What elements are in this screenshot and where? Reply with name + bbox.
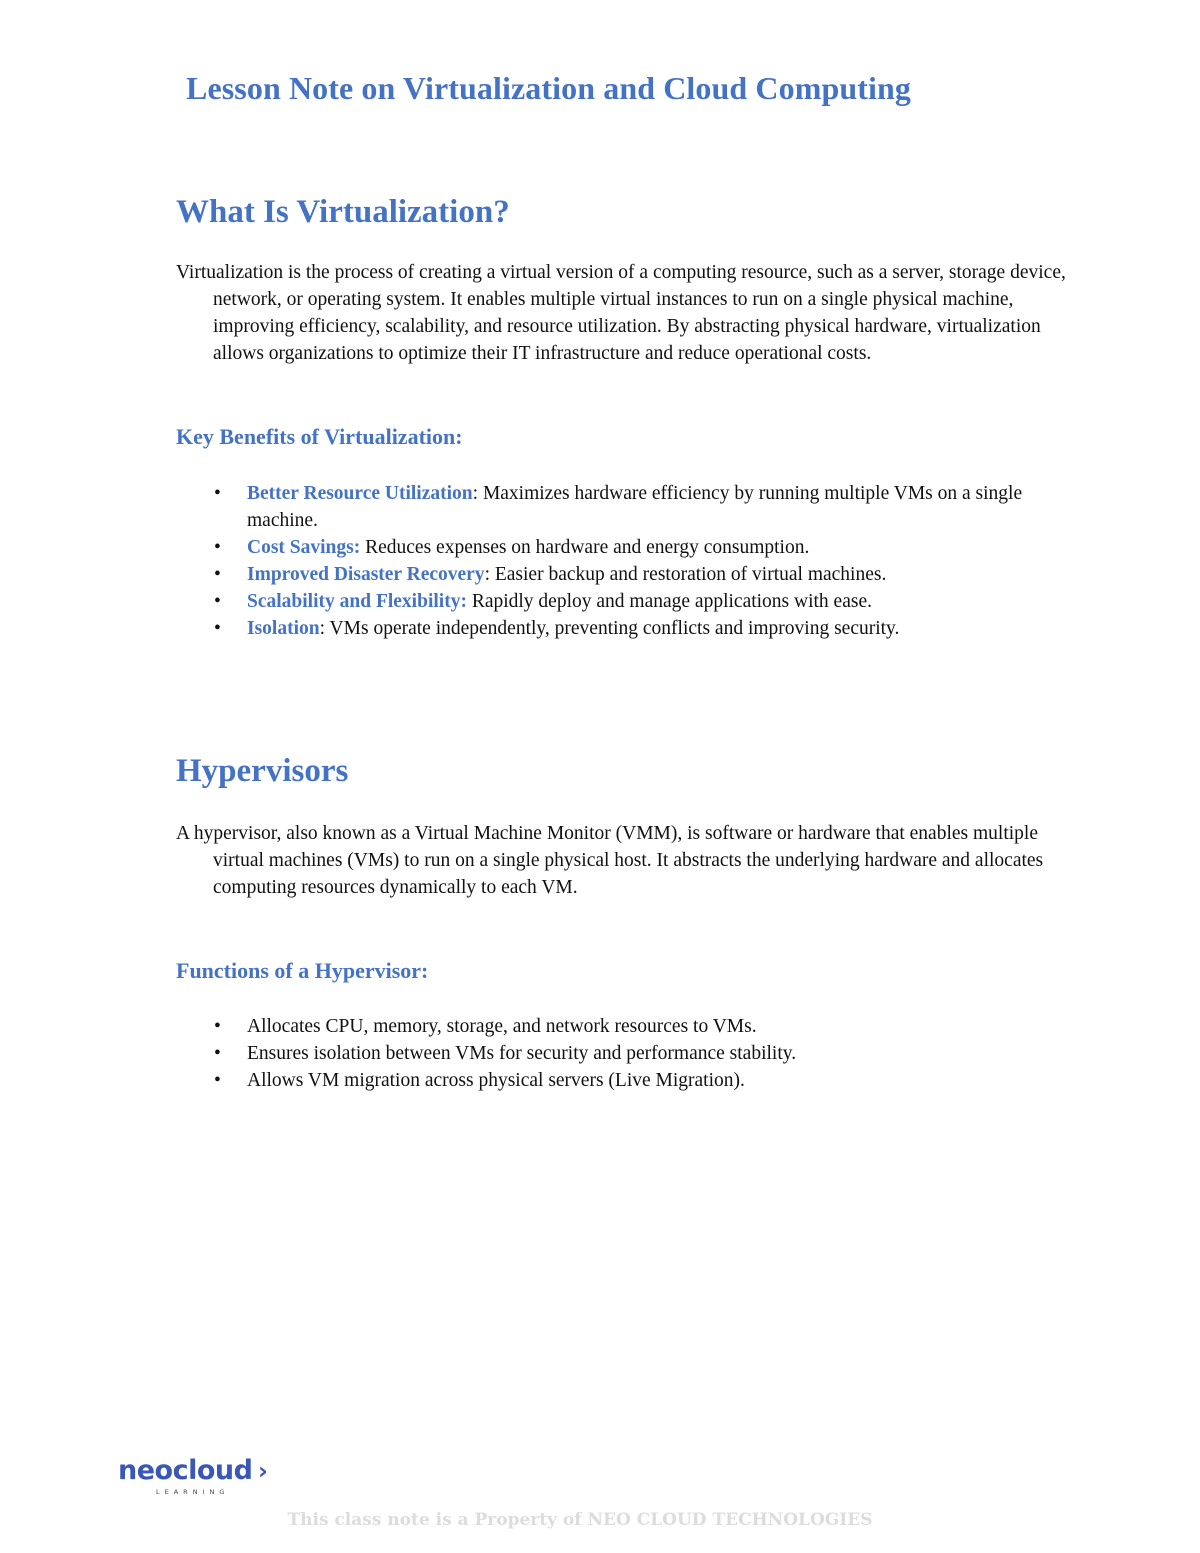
benefit-text: Easier backup and restoration of virtual machines. bbox=[489, 564, 887, 585]
benefit-term: Isolation bbox=[247, 618, 320, 639]
benefits-list bbox=[176, 480, 1036, 642]
bullet-icon: • bbox=[214, 1070, 221, 1091]
page-title: Lesson Note on Virtualization and Cloud Computing bbox=[186, 70, 912, 106]
chevron-right-icon: › bbox=[258, 1457, 268, 1485]
footer-watermark: This class note is a Property of NEO CLOUD TECHNOLOGIES bbox=[287, 1510, 873, 1530]
virtualization-paragraph: Virtualization is the process of creating a virtual version of a computing resource, such as a server, storage device, network, or operating system. It enables multiple virtual instances to run on a single physical machine, improving efficiency, scalability, and resource utilization. By abstracting physical hardware, virtualization allows organizations to optimize their IT infrastructure and reduce operational costs. bbox=[176, 262, 1066, 364]
functions-list bbox=[176, 1013, 1036, 1094]
list-item bbox=[176, 561, 1036, 588]
logo-subtitle: LEARNING bbox=[156, 1488, 230, 1496]
benefit-text: Maximizes hardware efficiency by running multiple VMs on a single machine. bbox=[247, 483, 1023, 531]
bullet-icon: • bbox=[214, 537, 221, 558]
neocloud-logo bbox=[118, 1455, 278, 1503]
benefit-term: Scalability and Flexibility: bbox=[247, 591, 467, 612]
bullet-icon: • bbox=[214, 1043, 221, 1064]
hypervisor-paragraph: A hypervisor, also known as a Virtual Machine Monitor (VMM), is software or hardware that enables multiple virtual machines (VMs) to run on a single physical host. It abstracts the underlying hardware and allocates computing resources dynamically to each VM. bbox=[176, 823, 1044, 898]
benefit-sep: : bbox=[472, 483, 479, 504]
list-item bbox=[176, 1013, 1036, 1040]
function-text: Allows VM migration across physical servers (Live Migration). bbox=[247, 1070, 745, 1091]
benefit-term: Improved Disaster Recovery bbox=[247, 564, 485, 585]
logo-wordmark: neocloud bbox=[118, 1455, 253, 1486]
bullet-icon: • bbox=[214, 1016, 221, 1037]
subheading-hypervisor-functions: Functions of a Hypervisor: bbox=[176, 958, 429, 983]
list-item bbox=[176, 1040, 1036, 1067]
section-heading-virtualization: What Is Virtualization? bbox=[176, 194, 510, 230]
function-text: Allocates CPU, memory, storage, and network resources to VMs. bbox=[247, 1016, 757, 1037]
bullet-icon: • bbox=[214, 564, 221, 585]
subheading-key-benefits: Key Benefits of Virtualization: bbox=[176, 424, 463, 449]
benefit-sep: : bbox=[319, 618, 326, 639]
benefit-text: Reduces expenses on hardware and energy consumption. bbox=[360, 537, 810, 558]
bullet-icon: • bbox=[214, 618, 221, 639]
benefit-text: Rapidly deploy and manage applications with ease. bbox=[466, 591, 872, 612]
benefit-term: Cost Savings: bbox=[247, 537, 361, 558]
benefit-sep: : bbox=[484, 564, 490, 585]
list-item bbox=[176, 1067, 1036, 1094]
list-item bbox=[176, 480, 1036, 534]
benefit-term: Better Resource Utilization bbox=[247, 483, 473, 504]
benefit-text: VMs operate independently, preventing conflicts and improving security. bbox=[325, 618, 900, 639]
list-item bbox=[176, 615, 1036, 642]
list-item bbox=[176, 588, 1036, 615]
section-heading-hypervisors: Hypervisors bbox=[176, 753, 349, 789]
list-item bbox=[176, 534, 1036, 561]
bullet-icon: • bbox=[214, 591, 221, 612]
bullet-icon: • bbox=[214, 483, 221, 504]
function-text: Ensures isolation between VMs for security and performance stability. bbox=[247, 1043, 797, 1064]
